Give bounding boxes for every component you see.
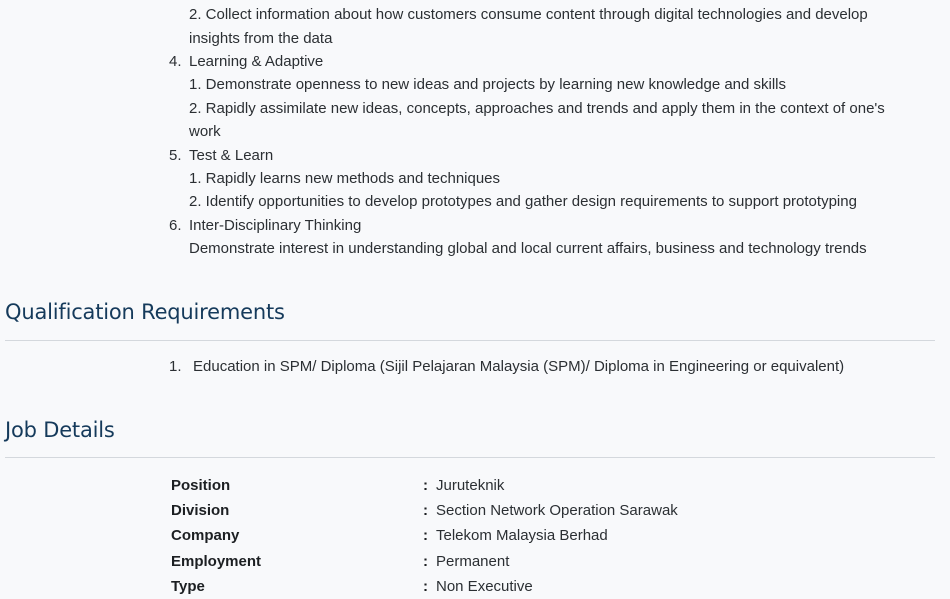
division-colon: :	[423, 502, 428, 519]
competency-6-number: 6.	[169, 217, 182, 234]
qualification-item-text: Education in SPM/ Diploma (Sijil Pelajaran Malaysia (SPM)/ Diploma in Engineering or equivalent)	[193, 358, 845, 375]
company-label: Company	[171, 527, 240, 544]
competency-6-description: Demonstrate interest in understanding global and local current affairs, business and technology trends	[189, 240, 867, 257]
competency-3-sub-2: 2. Collect information about how customers consume content through digital technologies and develop	[189, 6, 868, 23]
job-details-divider	[5, 457, 935, 458]
qualification-title: Qualification Requirements	[5, 300, 285, 324]
competency-6-title: Inter-Disciplinary Thinking	[189, 217, 362, 234]
employment-value: Permanent	[436, 553, 510, 570]
employment-colon: :	[423, 553, 428, 570]
type-value: Non Executive	[436, 578, 533, 595]
competency-5-sub-2: 2. Identify opportunities to develop prototypes and gather design requirements to support prototyping	[189, 193, 857, 210]
company-colon: :	[423, 527, 428, 544]
competency-4-title: Learning & Adaptive	[189, 53, 324, 70]
division-label: Division	[171, 502, 230, 519]
type-label: Type	[171, 578, 205, 595]
company-value: Telekom Malaysia Berhad	[436, 527, 608, 544]
competency-4-sub-2-cont: work	[189, 123, 221, 140]
qualification-divider	[5, 340, 935, 341]
competency-3-sub-2-cont: insights from the data	[189, 30, 333, 47]
competency-4-sub-1: 1. Demonstrate openness to new ideas and projects by learning new knowledge and skills	[189, 76, 787, 93]
position-colon: :	[423, 477, 428, 494]
job-details-title: Job Details	[5, 418, 115, 442]
position-value: Juruteknik	[436, 477, 505, 494]
qualification-item-number: 1.	[169, 358, 182, 375]
type-colon: :	[423, 578, 428, 595]
division-value: Section Network Operation Sarawak	[436, 502, 678, 519]
position-label: Position	[171, 477, 231, 494]
competency-5-sub-1: 1. Rapidly learns new methods and techniques	[189, 170, 501, 187]
competency-4-number: 4.	[169, 53, 182, 70]
competency-5-number: 5.	[169, 147, 182, 164]
competency-4-sub-2: 2. Rapidly assimilate new ideas, concepts, approaches and trends and apply them in the context of one's	[189, 100, 885, 117]
employment-label: Employment	[171, 553, 262, 570]
competency-5-title: Test & Learn	[189, 147, 274, 164]
